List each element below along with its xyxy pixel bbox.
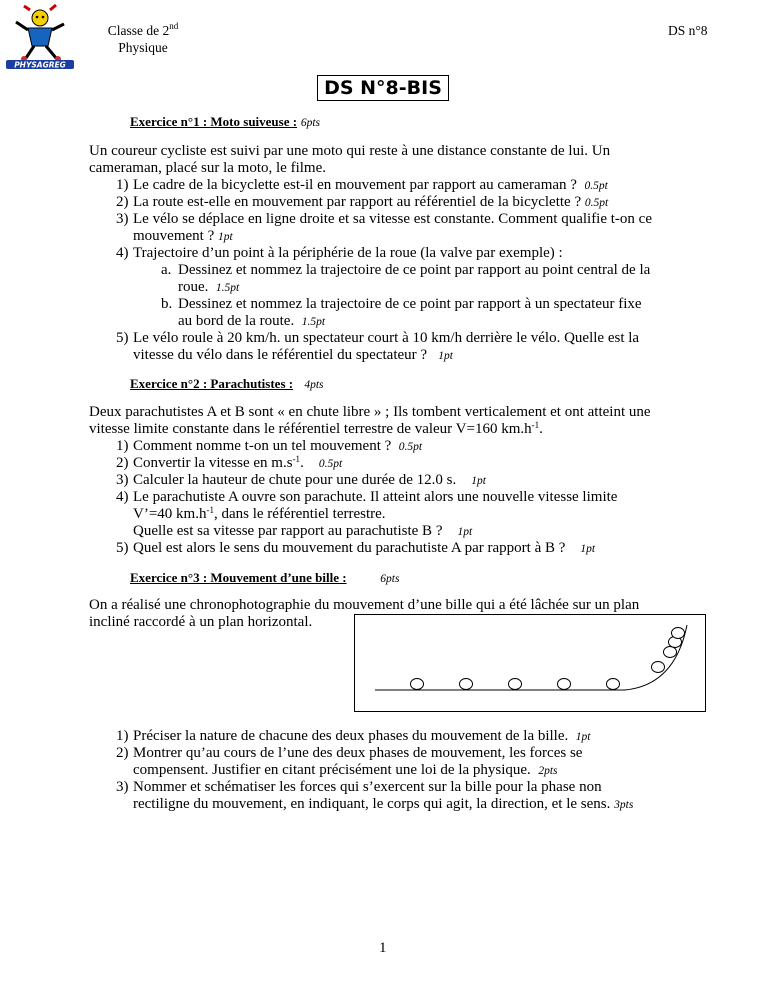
ball-position [509,679,522,690]
class-label: Classe de 2 [107,23,170,38]
ex1-q2: 2) La route est-elle en mouvement par rapport au référentiel de la bicyclette ? 0.5pt [116,194,609,210]
physagreg-logo [4,2,76,70]
ball-position [672,628,685,639]
ball-position [652,662,665,673]
ex3-q3: 3) Nommer et schématiser les forces qui s’exercent sur la bille pour la phase non [116,779,602,795]
ex1-title: Exercice n°1 : Moto suiveuse : [130,114,298,129]
ball-position [411,679,424,690]
ex3-q3-cont: rectiligne du mouvement, en indiquant, le corps qui agit, la direction, et le sens. 3pts [133,796,634,812]
ex2-q4-cont2: Quelle est sa vitesse par rapport au parachutiste B ? 1pt [133,523,473,539]
ex3-intro-2: incliné raccordé à un plan horizontal. [89,614,313,630]
ex2-q4: 4) Le parachutiste A ouvre son parachute. Il atteint alors une nouvelle vitesse limite [116,489,618,505]
ex1-q4a: a. Dessinez et nommez la trajectoire de ce point par rapport au point central de la [161,262,651,278]
page-title: DS N°8-BIS [317,75,449,101]
ex1-title-line [130,113,320,132]
ex1-intro-1: Un coureur cycliste est suivi par une moto qui reste à une distance constante de lui. Un [89,143,611,159]
ex1-intro-2: cameraman, placé sur la moto, le filme. [89,160,326,176]
ball-position [558,679,571,690]
class-sup: nd [169,21,179,31]
ex1-q5: 5) Le vélo roule à 20 km/h. un spectateur court à 10 km/h derrière le vélo. Quelle est la [116,330,640,346]
ex2-q5: 5) Quel est alors le sens du mouvement du parachutiste A par rapport à B ? 1pt [116,540,596,556]
subject-label: Physique [118,40,168,55]
ex1-q4b: b. Dessinez et nommez la trajectoire de ce point par rapport à un spectateur fixe [161,296,642,312]
chronophotography-figure [354,614,706,712]
ex3-q1: 1) Préciser la nature de chacune des deux phases du mouvement de la bille. 1pt [116,728,591,744]
ex1-q4: 4) Trajectoire d’un point à la périphérie de la roue (la valve par exemple) : [116,245,563,261]
ex2-points: 4pts [304,379,324,391]
ex3-q2: 2) Montrer qu’au cours de l’une des deux phases de mouvement, les forces se [116,745,583,761]
page-number: 1 [379,940,387,956]
ex1-q1: 1) Le cadre de la bicyclette est-il en mouvement par rapport au cameraman ? 0.5pt [116,177,608,193]
ex3-title-line [130,569,399,588]
ex2-q1: 1) Comment nomme t-on un tel mouvement ? 0.5pt [116,438,423,454]
ex1-points: 6pts [300,117,320,129]
ex2-q2: 2) Convertir la vitesse en $m.s^{-1}$. 0.5pt [116,454,343,471]
ex3-q2-cont: compensent. Justifier en citant précisément une loi de la physique. 2pts [133,762,558,778]
ex2-intro-2: vitesse limite constante dans le référentiel terrestre de valeur V=160 $km.h^{-1}$. [89,420,543,437]
ex1-q5-cont: vitesse du vélo dans le référentiel du spectateur ? 1pt [133,347,453,363]
ball-position [664,647,677,658]
ex1-q4a-cont: roue. 1.5pt [178,279,240,295]
ex2-q4-cont: V’=40 $km.h^{-1}$, dans le référentiel terrestre. [133,505,386,522]
ex3-title: Exercice n°3 : Mouvement d’une bille : [130,570,347,585]
ex3-intro-1: On a réalisé une chronophotographie du mouvement d’une bille qui a été lâchée sur un plan [89,597,640,613]
ex1-q4b-cont: au bord de la route. 1.5pt [178,313,326,329]
logo-text: PHYSAGREG [14,60,66,70]
ex3-points: 6pts [380,573,400,585]
ex1-q3-cont: mouvement ? 1pt [133,228,233,244]
ex2-q3: 3) Calculer la hauteur de chute pour une durée de 12.0 s. 1pt [116,472,486,488]
ex2-title: Exercice n°2 : Parachutistes : [130,376,294,391]
class-header [93,22,193,56]
ex1-q3: 3) Le vélo se déplace en ligne droite et sa vitesse est constante. Comment qualifie t-on ce [116,211,652,227]
ex2-intro-1: Deux parachutistes A et B sont « en chute libre » ; Ils tombent verticalement et ont atteint une [89,404,651,420]
ds-label: DS n°8 [668,23,708,38]
ball-position [607,679,620,690]
ball-position [460,679,473,690]
ex2-title-line [130,375,324,394]
